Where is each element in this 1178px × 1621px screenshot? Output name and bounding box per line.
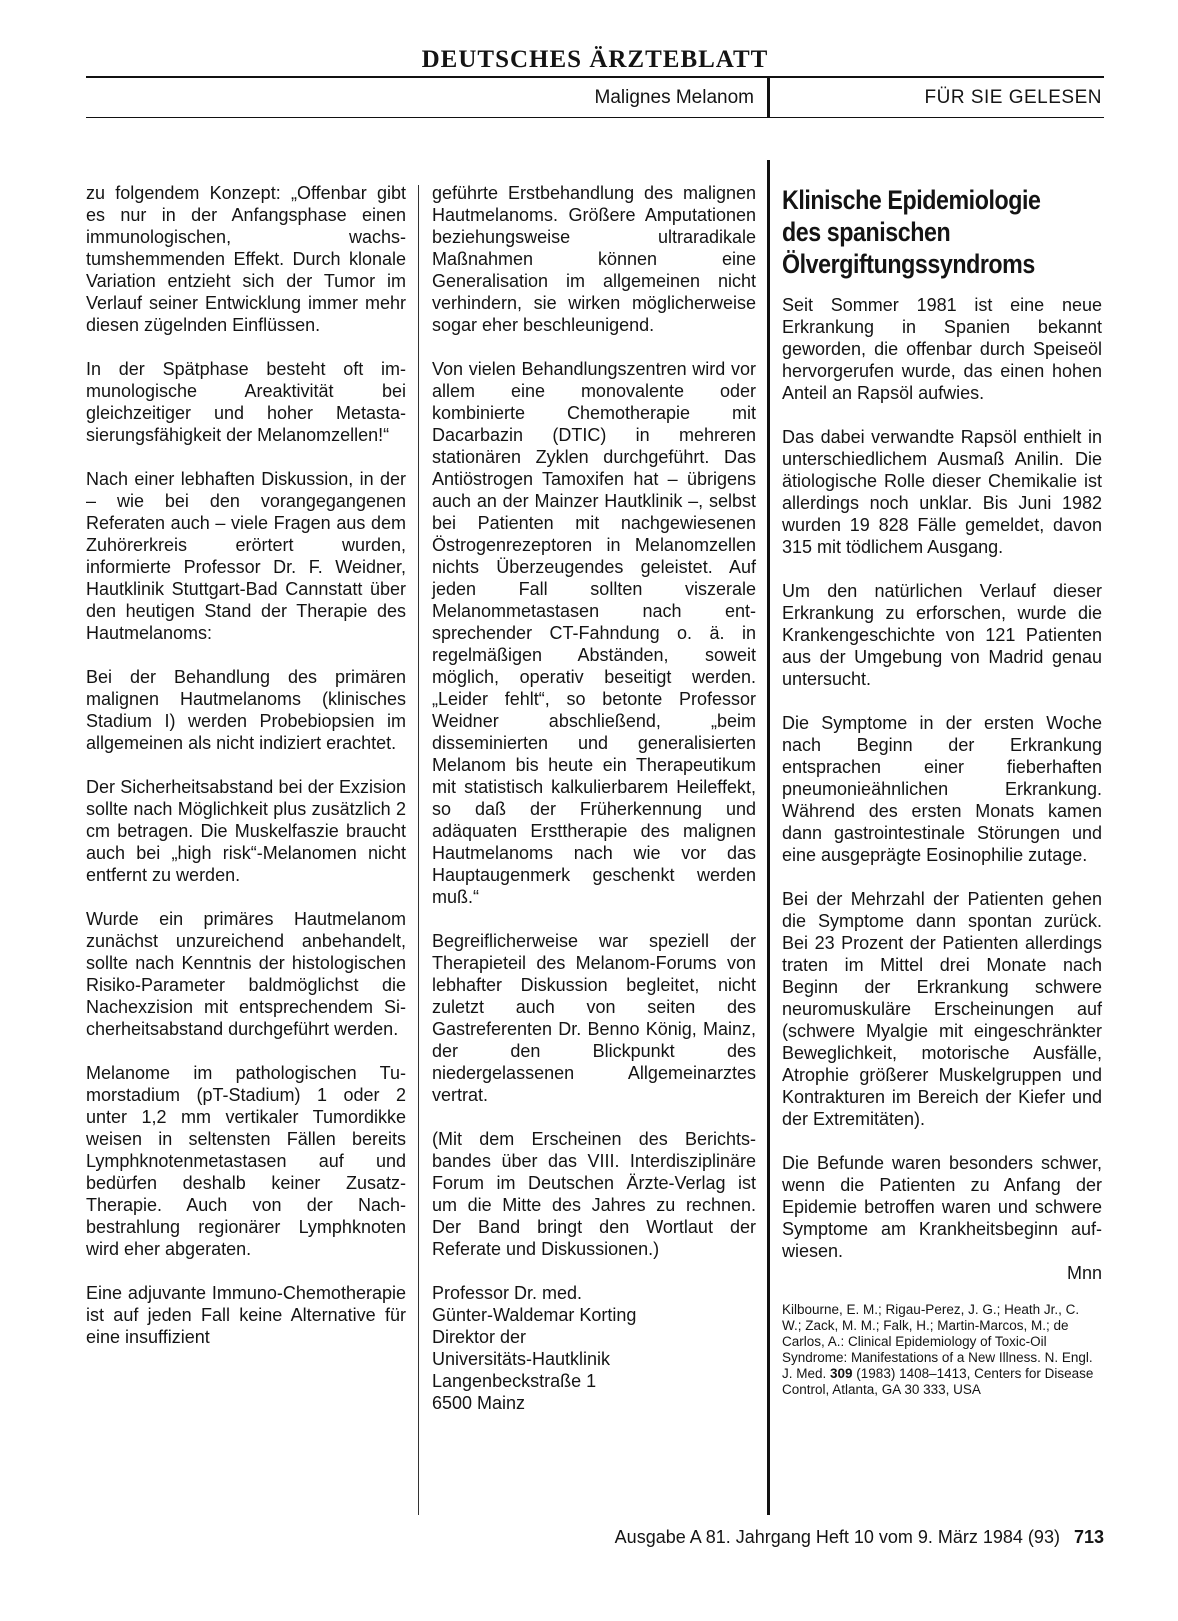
paragraph: Bei der Behandlung des primären malignen Hautmelanoms (klinisches Stadium I) werden Probebiopsien im allgemeinen als nicht indiziert erachtet.	[86, 667, 406, 753]
section-label-left: Malignes Melanom	[594, 87, 754, 108]
paragraph: Nach einer lebhaften Diskussion, in der – wie bei den vorangegangenen Referaten auch – viele Fragen aus dem Zuhörerkreis erörtert wurden, informierte Professor Dr. F. Weidner, Hautklinik Stuttgart-Bad Cannstatt über den heutigen Stand der Therapie des Hautmelanoms:	[86, 469, 406, 643]
article-title	[782, 184, 1100, 280]
signature-line: Langenbeckstraße 1	[432, 1371, 597, 1391]
column-divider-thin	[418, 185, 419, 1515]
article-signoff: Mnn	[1066, 1263, 1102, 1283]
header-rule	[86, 117, 1104, 118]
paragraph: Um den natürlichen Verlauf dieser Erkrankung zu erforschen, wurde die Krankengeschichte von 121 Patienten aus der Umgebung von Madrid genau untersucht.	[782, 581, 1102, 689]
article-title-line: des spanischen	[782, 217, 951, 247]
paragraph: Begreiflicherweise war speziell der Therapieteil des Melanom-Forums von lebhafter Diskussion begleitet, nicht zuletzt auch von seiten des Gastreferenten Dr. Benno König, Mainz, der den Blickpunkt des niedergelassenen Allgemeinarztes vertrat.	[432, 931, 756, 1105]
text-column-1	[86, 182, 406, 1370]
text-column-3	[782, 184, 1102, 1398]
paragraph: Bei der Mehrzahl der Patienten gehen die Symptome dann spontan zurück. Bei 23 Prozent der Patienten allerdings traten im Mittel drei Monate nach Beginn der Erkrankung schwere neuromuskuläre Erscheinungen auf (schwere Myalgie mit eingeschränkter Beweglichkeit, motorische Ausfälle, Atrophie größerer Muskelgruppen und Kontrakturen im Bereich der Kiefer und der Extremitäten).	[782, 889, 1102, 1129]
column-divider-main	[767, 160, 770, 1515]
paragraph: Der Sicherheitsabstand bei der Exzision sollte nach Möglichkeit plus zusätzlich 2 cm betragen. Die Muskelfaszie braucht auch bei „high risk“-Melanomen nicht entfernt zu werden.	[86, 777, 406, 885]
author-signature	[432, 1282, 756, 1414]
masthead-rule	[86, 76, 1104, 78]
paragraph: geführte Erstbehandlung des malignen Hautmelanoms. Größere Amputationen beziehungsweise ultraradikale Maßnahmen können eine Generalisation im allgemeinen nicht verhindern, sie wirken möglicherweise sogar eher beschleunigend.	[432, 183, 756, 335]
paragraph: Melanome im pathologischen Tumorstadium (pT-Stadium) 1 oder 2 unter 1,2 mm vertikaler Tumordikke weisen in seltensten Fällen bereits Lymphknotenmetastasen auf und bedürfen deshalb keiner Zusatz-Therapie. Auch von der Nachbestrahlung regionärer Lymphknoten wird eher abgeraten.	[86, 1063, 406, 1259]
paragraph: Die Symptome in der ersten Woche nach Beginn der Erkrankung entsprachen einer fieberhaften pneumonieähnlichen Erkrankung. Während des ersten Monats kamen dann gastrointestinale Störungen und eine ausgeprägte Eosinophilie zutage.	[782, 713, 1102, 865]
paragraph: Das dabei verwandte Rapsöl enthielt in unterschiedlichem Ausmaß Anilin. Die ätiologische Rolle dieser Chemikalie ist allerdings noch unklar. Bis Juni 1982 wurden 19 828 Fälle gemeldet, davon 315 mit tödlichem Ausgang.	[782, 427, 1102, 557]
article-title-line: Klinische Epidemiologie	[782, 185, 1041, 215]
publication-masthead: DEUTSCHES ÄRZTEBLATT	[421, 46, 769, 73]
reference-text: Kilbourne, E. M.; Rigau-Perez, J. G.; Heath Jr., C. W.; Zack, M. M.; Falk, H.; Martin-Marcos, M.; de Carlos, A.: Clinical Epidemiology of Toxic-Oil Syndrome: Manifestations of a New Illness. N. Engl. J. Med.	[782, 1302, 1093, 1381]
reference-citation	[782, 1302, 1102, 1398]
column-divider-header	[767, 78, 770, 118]
paragraph: Wurde ein primäres Hautmelanom zunächst unzureichend anbehandelt, sollte nach Kenntnis der histologischen Risiko-Parameter baldmöglichst die Nachexzision mit entsprechendem Sicherheitsabstand durchgeführt werden.	[86, 909, 406, 1039]
paragraph: zu folgendem Konzept: „Offenbar gibt es nur in der Anfangsphase einen immunologischen, wachstumshemmenden Effekt. Durch klonale Variation entzieht sich der Tumor im Verlauf seiner Entwicklung immer mehr diesen zügelnden Einflüssen.	[86, 183, 406, 335]
text-column-2	[432, 182, 756, 1414]
paragraph: Seit Sommer 1981 ist eine neue Erkrankung in Spanien bekannt geworden, die offenbar durch Speiseöl hervorgerufen wurde, das einen hohen Anteil an Rapsöl aufwies.	[782, 295, 1102, 403]
section-label-right: FÜR SIE GELESEN	[924, 87, 1102, 108]
signature-line: Professor Dr. med.	[432, 1283, 583, 1303]
signature-line: Direktor der	[432, 1327, 527, 1347]
paragraph: Eine adjuvante Immuno-Chemotherapie ist auf jeden Fall keine Alternative für eine insuffizient	[86, 1283, 406, 1347]
paragraph: Von vielen Behandlungszentren wird vor allem eine monovalente oder kombinierte Chemotherapie mit Dacarbazin (DTIC) in mehreren stationären Zyklen durchgeführt. Das Antiöstrogen Tamoxifen hat – übrigens auch an der Mainzer Hautklinik –, selbst bei Patienten mit nachgewiesenen Östrogenrezeptoren in Melanomzellen nichts Überzeugendes geleistet. Auf jeden Fall sollten viszerale Melanommetastasen nach entsprechender CT-Fahndung o. ä. in regelmäßigen Abständen, soweit möglich, operativ beseitigt werden. „Leider fehlt“, so betonte Professor Weidner abschließend, „beim disseminierten und generalisierten Melanom bis heute ein Therapeutikum mit statistisch kalkulierbarem Heileffekt, so daß der Früherkennung und adäquaten Ersttherapie des malignen Hautmelanoms nach wie vor das Hauptaugenmerk geschenkt werden muß.“	[432, 359, 756, 907]
paragraph: (Mit dem Erscheinen des Berichtsbandes über das VIII. Interdisziplinäre Forum im Deutschen Ärzte-Verlag ist um die Mitte des Jahres zu rechnen. Der Band bringt den Wortlaut der Referate und Diskussionen.)	[432, 1129, 756, 1259]
page-number: 713	[1073, 1527, 1104, 1547]
reference-text: (1983) 1408–1413, Centers for Disease Control, Atlanta, GA 30 333, USA	[782, 1366, 1094, 1397]
signature-line: 6500 Mainz	[432, 1393, 526, 1413]
paragraph: Die Befunde waren besonders schwer, wenn die Patienten zu Anfang der Epidemie betroffen waren und schwere Symptome am Krankheitsbeginn aufwiesen.	[782, 1153, 1102, 1261]
issue-info: Ausgabe A 81. Jahrgang Heft 10 vom 9. März 1984 (93)	[614, 1527, 1060, 1547]
article-title-line: Ölvergiftungssyndroms	[782, 249, 1035, 279]
page-footer	[86, 1525, 1104, 1549]
signature-line: Universitäts-Hautklinik	[432, 1349, 611, 1369]
reference-volume: 309	[830, 1366, 853, 1381]
signature-line: Günter-Waldemar Korting	[432, 1305, 637, 1325]
paragraph: In der Spätphase besteht oft immunologische Areaktivität bei gleichzeitiger und hoher Metastasierungsfähigkeit der Melanomzellen!“	[86, 359, 406, 445]
